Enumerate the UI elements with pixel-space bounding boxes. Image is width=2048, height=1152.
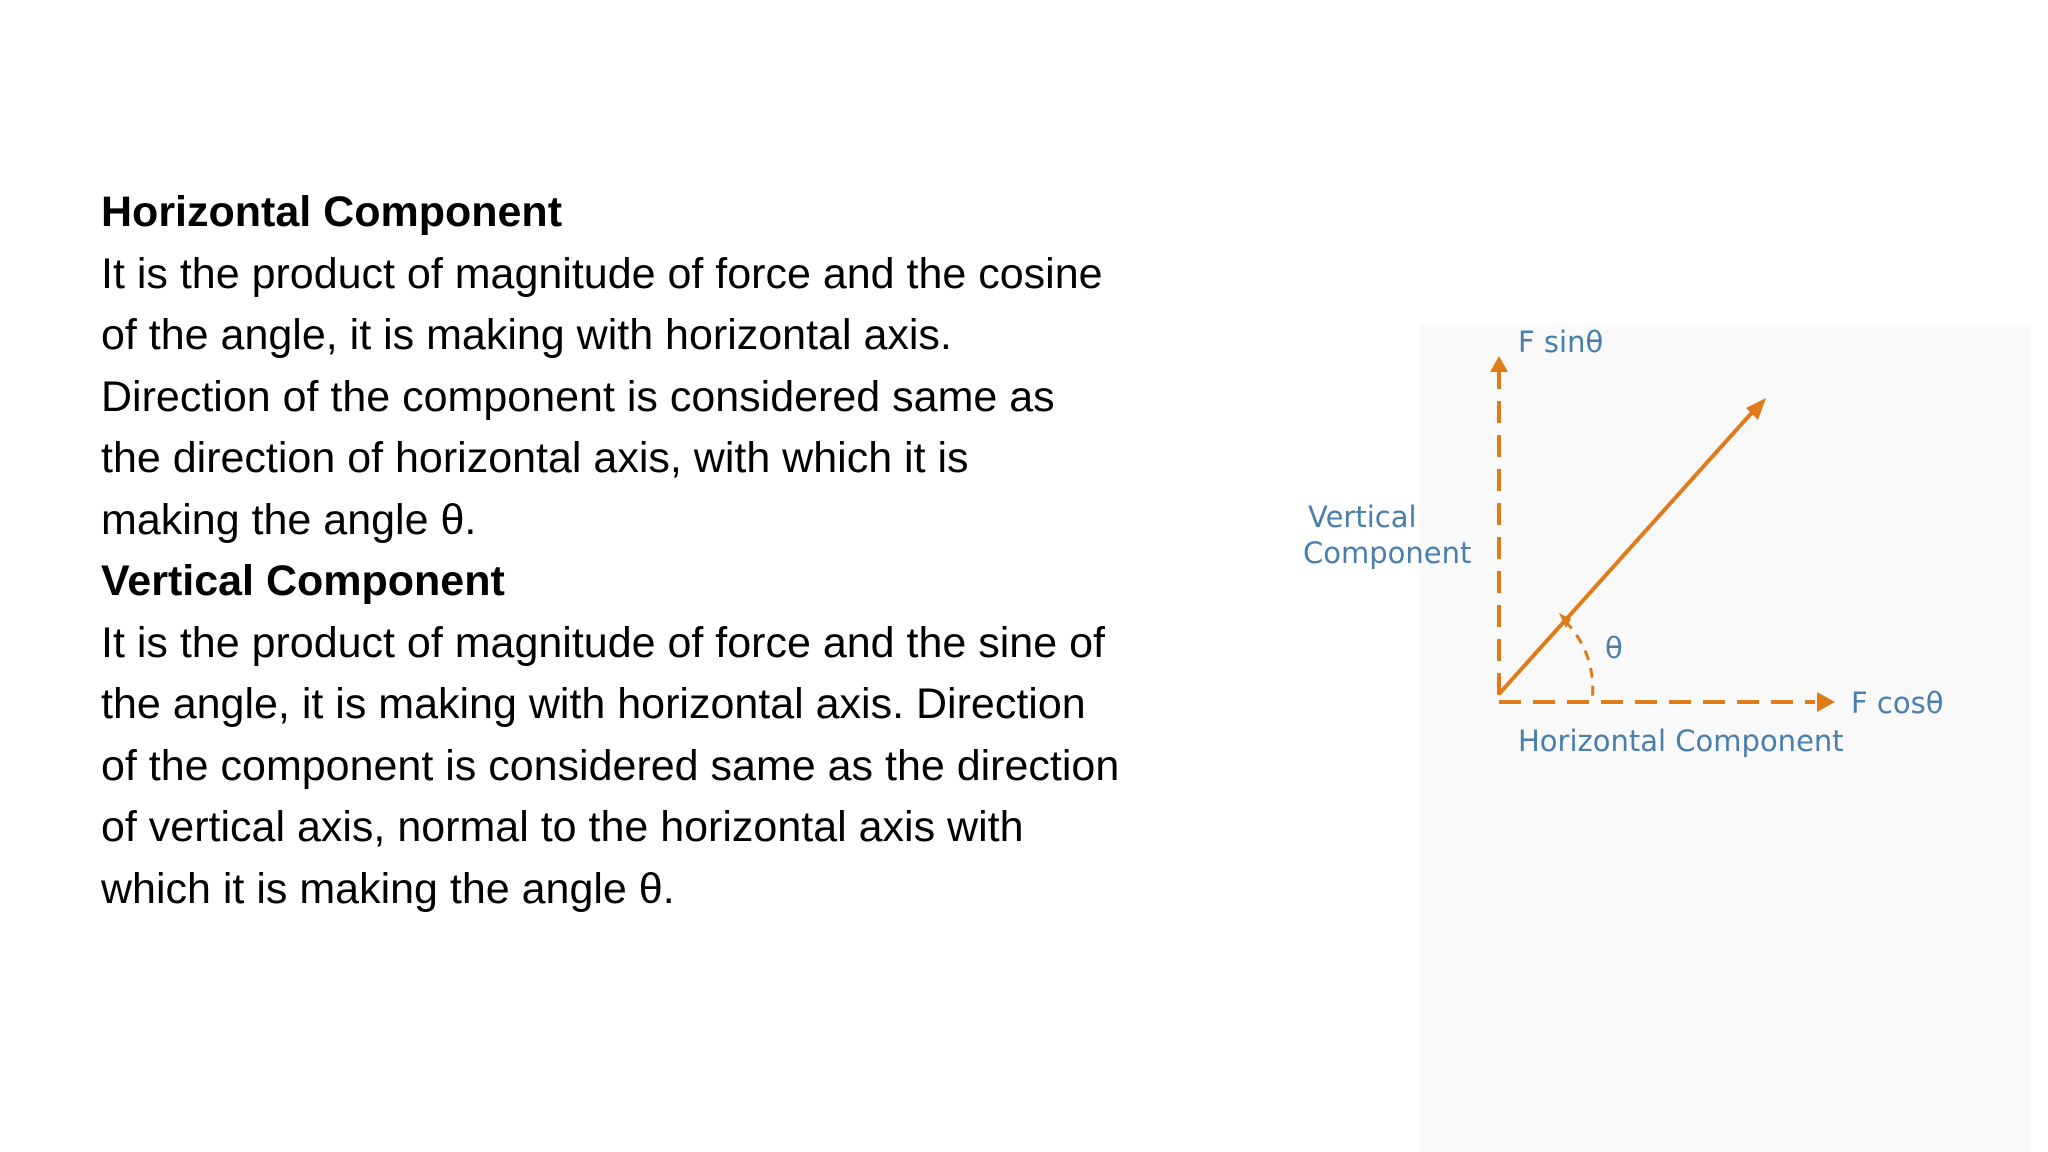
horizontal-arrowhead [1817, 692, 1835, 712]
force-vector-line [1499, 408, 1756, 694]
horizontal-line-4: the direction of horizontal axis, with which it is [101, 434, 969, 482]
theta-label: θ [1605, 631, 1623, 665]
horizontal-line-3: Direction of the component is considered same as [101, 372, 1055, 421]
horizontal-component-heading: Horizontal Component [101, 188, 563, 236]
vertical-line-4: of vertical axis, normal to the horizontal axis with [101, 803, 1024, 851]
f-sin-theta-label: F sinθ [1518, 325, 1604, 359]
vertical-component-heading: Vertical Component [101, 557, 505, 605]
vertical-component-label-line2: Component [1303, 536, 1472, 570]
f-cos-theta-label: F cosθ [1851, 686, 1944, 720]
horizontal-line-2: of the angle, it is making with horizontal axis. [101, 311, 952, 359]
vertical-line-2: the angle, it is making with horizontal axis. Direction [101, 680, 1086, 728]
force-components-diagram [1290, 320, 2010, 780]
horizontal-line-1: It is the product of magnitude of force and the cosine [101, 249, 1103, 298]
vertical-line-5: which it is making the angle θ. [101, 864, 675, 913]
vertical-arrowhead [1490, 356, 1508, 372]
horizontal-component-label: Horizontal Component [1518, 724, 1844, 758]
text-content [101, 182, 1261, 920]
vertical-line-1: It is the product of magnitude of force and the sine of [101, 618, 1105, 667]
vertical-line-3: of the component is considered same as the direction [101, 741, 1120, 790]
angle-arc [1565, 621, 1593, 700]
horizontal-line-5: making the angle θ. [101, 495, 477, 544]
vertical-component-label-line1: Vertical [1308, 500, 1417, 534]
